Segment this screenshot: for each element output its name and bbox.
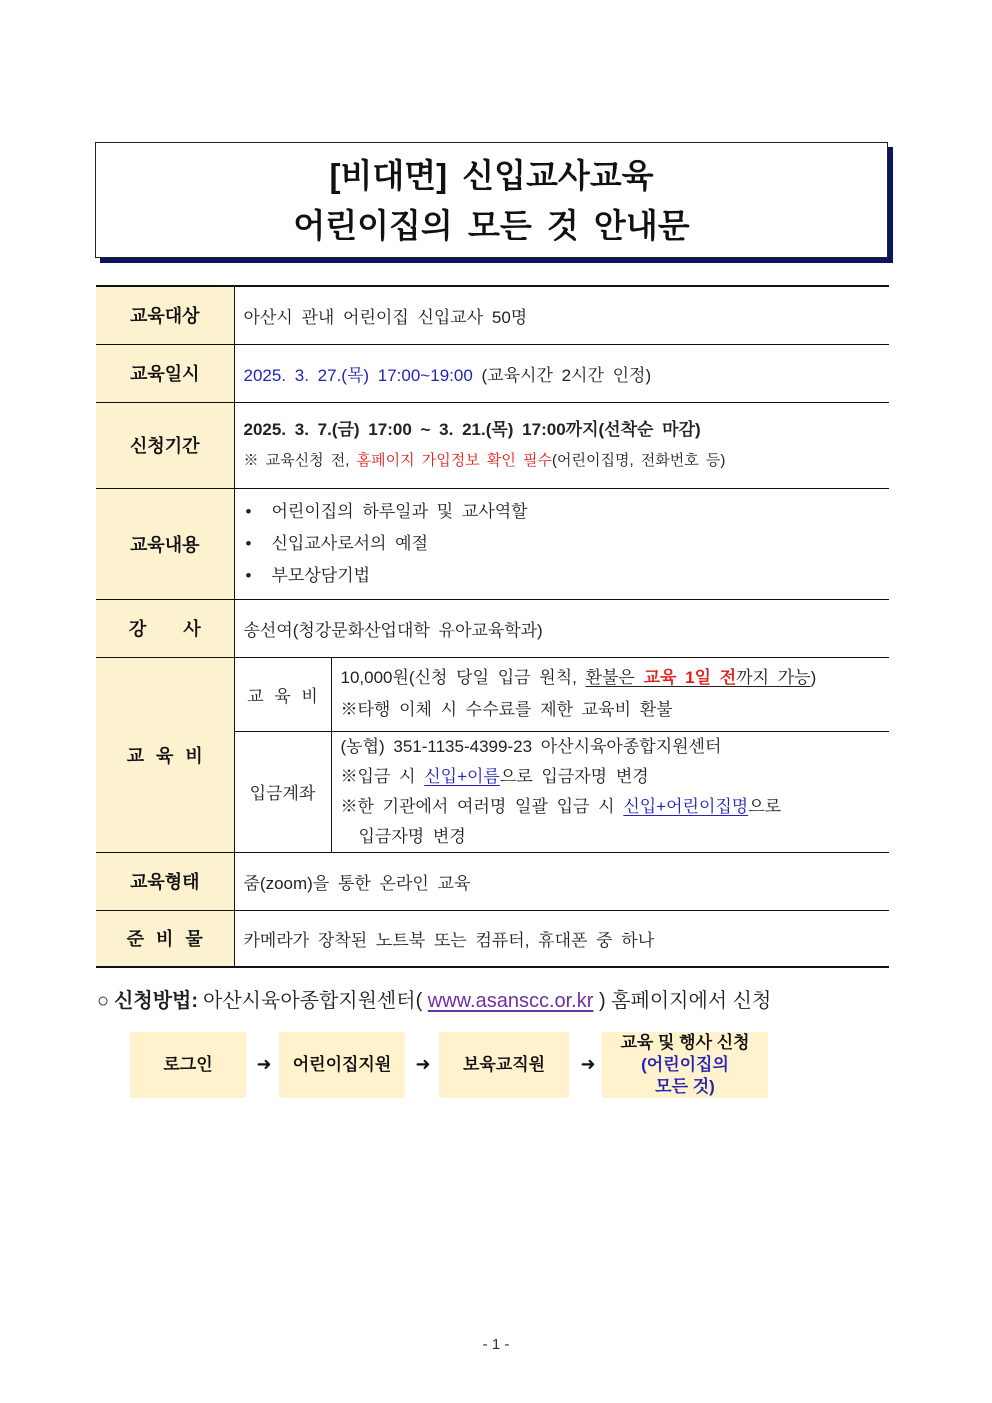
fee-line-suffix: ) — [810, 668, 817, 687]
schedule-datetime: 2025. 3. 27.(목) 17:00~19:00 — [243, 365, 473, 385]
arrow-right-icon: ➜ — [256, 1054, 272, 1075]
apply-period-dates: 2025. 3. 7.(금) 17:00 ~ 3. 21.(목) 17:00까지(선착순 마감) — [243, 420, 701, 439]
label-instructor: 강 사 — [96, 599, 234, 657]
label-target: 교육대상 — [96, 286, 234, 344]
label-format: 교육형태 — [96, 852, 234, 910]
content-item-text: 어린이집의 하루일과 및 교사역할 — [271, 501, 528, 521]
row-format — [96, 852, 889, 910]
apply-note-highlight: 홈페이지 가입정보 확인 필수 — [356, 452, 553, 469]
flow-step-login: 로그인 — [130, 1032, 246, 1098]
refund-deadline: 교육 1일 전 — [643, 668, 737, 687]
apply-method — [97, 987, 771, 1015]
sublabel-fee-cost: 교 육 비 — [234, 657, 331, 731]
value-target: 아산시 관내 어린이집 신입교사 50명 — [234, 286, 889, 344]
label-content: 교육내용 — [96, 488, 234, 599]
apply-method-prefix: 아산시육아종합지원센터( — [203, 990, 428, 1012]
value-content — [234, 488, 889, 599]
schedule-note: (교육시간 2시간 인정) — [481, 365, 652, 385]
title-line-1: [비대면] 신입교사교육 — [329, 157, 654, 194]
list-item — [244, 496, 890, 528]
circle-bullet-icon: ○ — [97, 990, 110, 1012]
flow-step-childcare-staff: 보육교직원 — [439, 1032, 569, 1098]
content-item-text: 부모상담기법 — [271, 565, 371, 585]
account-line-4: 입금자명 변경 — [358, 826, 466, 846]
value-instructor: 송선여(청강문화산업대학 유아교육학과) — [234, 599, 889, 657]
apply-period-note — [244, 445, 890, 476]
label-apply-period: 신청기간 — [96, 402, 234, 488]
value-format: 줌(zoom)을 통한 온라인 교육 — [234, 852, 889, 910]
depositor-group-format: 신입+어린이집명 — [623, 796, 749, 816]
row-schedule — [96, 344, 889, 402]
homepage-link[interactable]: www.asanscc.or.kr — [427, 990, 594, 1012]
sublabel-fee-account: 입금계좌 — [234, 731, 331, 852]
fee-cost-line-2: ※타행 이체 시 수수료를 제한 교육비 환불 — [340, 700, 673, 719]
apply-method-suffix: ) 홈페이지에서 신청 — [593, 990, 772, 1012]
account-line-3 — [341, 792, 890, 822]
label-supplies: 준 비 물 — [96, 910, 234, 967]
title-box — [95, 142, 888, 258]
bullet-icon: • — [245, 533, 252, 553]
account-line-2-prefix: ※입금 시 — [340, 766, 425, 786]
value-fee-cost — [331, 657, 889, 731]
row-apply-period — [96, 402, 889, 488]
apply-note-prefix: ※ 교육신청 전, — [243, 452, 357, 469]
fee-amount: 10,000원(신청 당일 입금 원칙, — [340, 668, 586, 687]
flow-final-line-3: 모든 것) — [655, 1077, 715, 1096]
title-line-2: 어린이집의 모든 것 안내문 — [293, 207, 690, 244]
bullet-icon: • — [245, 565, 252, 585]
row-target — [96, 286, 889, 344]
account-line-3-prefix: ※한 기관에서 여러명 일괄 입금 시 — [340, 796, 624, 816]
row-supplies — [96, 910, 889, 967]
apply-method-label: 신청방법: — [114, 990, 199, 1012]
arrow-right-icon: ➜ — [580, 1054, 596, 1075]
arrow-right-icon: ➜ — [415, 1054, 431, 1075]
account-line-3-suffix: 으로 — [748, 796, 782, 816]
flow-step-daycare-support: 어린이집지원 — [279, 1032, 405, 1098]
label-fee: 교 육 비 — [96, 657, 234, 852]
depositor-name-format: 신입+이름 — [424, 766, 500, 786]
row-fee-cost — [96, 657, 889, 731]
value-schedule — [234, 344, 889, 402]
account-line-2 — [341, 762, 890, 792]
row-instructor — [96, 599, 889, 657]
value-fee-account — [331, 731, 889, 852]
info-table — [96, 285, 889, 968]
flow-final-line-1: 교육 및 행사 신청 — [620, 1033, 750, 1052]
refund-text-a: 환불은 — [585, 668, 644, 687]
page-number: - 1 - — [482, 1336, 510, 1353]
apply-note-suffix: (어린이집명, 전화번호 등) — [552, 452, 726, 469]
refund-policy — [586, 668, 811, 687]
value-supplies: 카메라가 장착된 노트북 또는 컴퓨터, 휴대폰 중 하나 — [234, 910, 889, 967]
account-line-2-suffix: 으로 입금자명 변경 — [499, 766, 649, 786]
flow-final-line-2: (어린이집의 — [641, 1055, 729, 1074]
bullet-icon: • — [245, 501, 252, 521]
label-schedule: 교육일시 — [96, 344, 234, 402]
fee-cost-line-1 — [341, 662, 890, 694]
refund-text-b: 까지 가능 — [736, 668, 811, 687]
content-item-text: 신입교사로서의 예절 — [271, 533, 429, 553]
list-item — [244, 560, 890, 592]
flow-step-final — [602, 1032, 768, 1098]
list-item — [244, 528, 890, 560]
row-content — [96, 488, 889, 599]
account-number: (농협) 351-1135-4399-23 아산시육아종합지원센터 — [340, 736, 722, 756]
value-apply-period — [234, 402, 889, 488]
